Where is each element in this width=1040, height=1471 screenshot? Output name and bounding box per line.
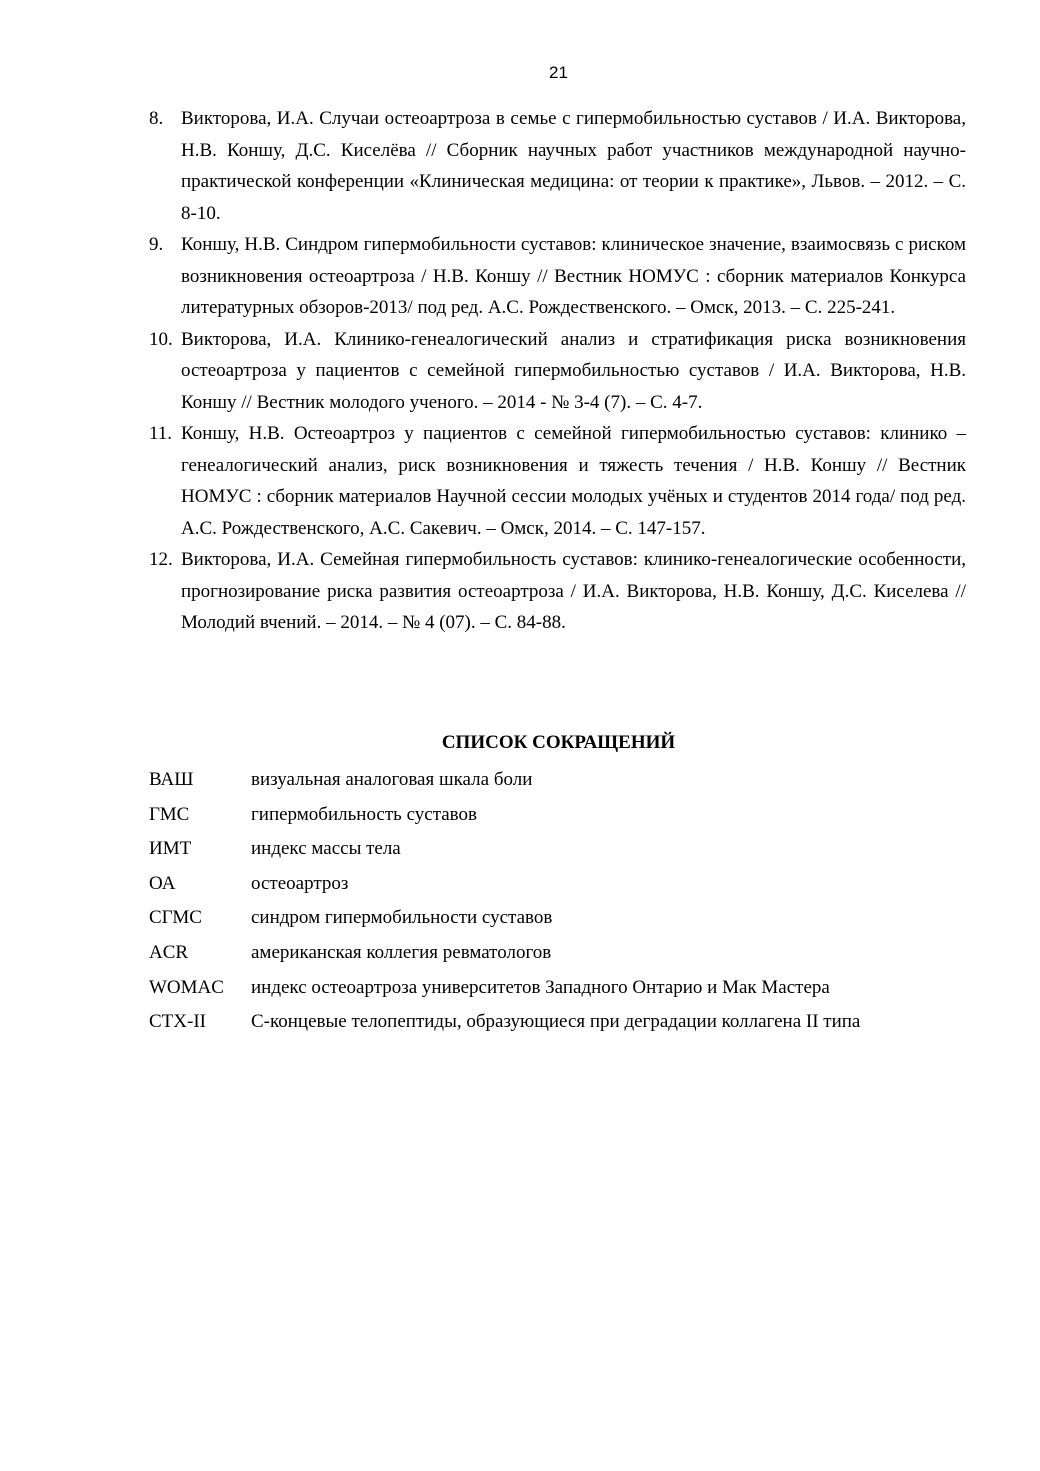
reference-text: Викторова, И.А. Семейная гипермобильность суставов: клинико-генеалогические особенности, прогнозирование риска развития остеоартроза / И.А. Викторова, Н.В. Коншу, Д.С. Киселева // Молодий вчений. – 2014. – № 4 (07). – С. 84-88. xyxy=(181,549,966,633)
abbreviation-term: ВАШ xyxy=(149,769,194,790)
reference-number: 10. xyxy=(149,328,173,350)
reference-list xyxy=(149,103,966,639)
abbreviation-term: WOMAC xyxy=(149,976,224,998)
abbreviations-list xyxy=(149,766,969,1043)
reference-text: Коншу, Н.В. Синдром гипермобильности суставов: клиническое значение, взаимосвязь с риском возникновения остеоартроза / Н.В. Коншу // Вестник НОМУС : сборник материалов Конкурса литературных обзоров-2013/ под ред. А.С. Рождественского. – Омск, 2013. – С. 225-241. xyxy=(181,234,966,318)
reference-text: Коншу, Н.В. Остеоартроз у пациентов с семейной гипермобильностью суставов: клинико – генеалогический анализ, риск возникновения и тяжесть течения / Н.В. Коншу // Вестник НОМУС : сборник материалов Научной сессии молодых учёных и студентов 2014 года/ под ред. А.С. Рождественского, А.С. Сакевич. – Омск, 2014. – С. 147-157. xyxy=(181,423,966,539)
reference-number: 12. xyxy=(149,549,173,570)
abbreviation-row xyxy=(149,904,969,939)
abbreviation-definition: индекс массы тела xyxy=(251,838,401,860)
reference-item xyxy=(149,418,966,544)
abbreviation-row xyxy=(149,870,969,905)
abbreviation-term: ОА xyxy=(149,872,176,894)
abbreviation-definition: индекс остеоартроза университетов Западного Онтарио и Мак Мастера xyxy=(251,976,830,998)
abbreviation-definition: гипермобильность суставов xyxy=(251,803,477,825)
abbreviation-term: CTX-II xyxy=(149,1011,206,1033)
reference-number: 11. xyxy=(149,423,173,444)
abbreviation-term: СГМС xyxy=(149,907,202,929)
abbreviation-definition: синдром гипермобильности суставов xyxy=(251,907,553,929)
reference-text: Викторова, И.А. Клинико-генеалогический анализ и стратификация риска возникновения остеоартроза у пациентов с семейной гипермобильностью суставов / И.А. Викторова, Н.В. Коншу // Вестник молодого ученого. – 2014 - № 3-4 (7). – С. 4-7. xyxy=(181,328,966,413)
reference-item xyxy=(149,544,966,639)
abbreviation-row xyxy=(149,1008,969,1043)
abbreviations-title: СПИСОК СОКРАЩЕНИЙ xyxy=(441,732,676,753)
abbreviation-term: ACR xyxy=(149,941,189,963)
abbreviation-term: ИМТ xyxy=(149,838,192,860)
abbreviation-row xyxy=(149,974,969,1009)
abbreviation-definition: С-концевые телопептиды, образующиеся при деградации коллагена II типа xyxy=(251,1011,861,1033)
abbreviation-definition: американская коллегия ревматологов xyxy=(251,941,552,963)
page-number: 21 xyxy=(549,63,568,82)
abbreviation-definition: остеоартроз xyxy=(251,872,349,894)
abbreviation-term: ГМС xyxy=(149,803,190,825)
reference-number: 9. xyxy=(149,234,164,255)
abbreviation-row xyxy=(149,835,969,870)
reference-number: 8. xyxy=(149,108,164,129)
reference-item xyxy=(149,229,966,324)
abbreviation-definition: визуальная аналоговая шкала боли xyxy=(251,769,533,790)
abbreviation-row xyxy=(149,766,969,801)
abbreviation-row xyxy=(149,939,969,974)
reference-item xyxy=(149,324,966,419)
reference-text: Викторова, И.А. Случаи остеоартроза в семье с гипермобильностью суставов / И.А. Викторова, Н.В. Коншу, Д.С. Киселёва // Сборник научных работ участников международной научно-практической конференции «Клиническая медицина: от теории к практике», Львов. – 2012. – С. 8-10. xyxy=(181,108,966,224)
reference-item xyxy=(149,103,966,229)
abbreviation-row xyxy=(149,801,969,836)
